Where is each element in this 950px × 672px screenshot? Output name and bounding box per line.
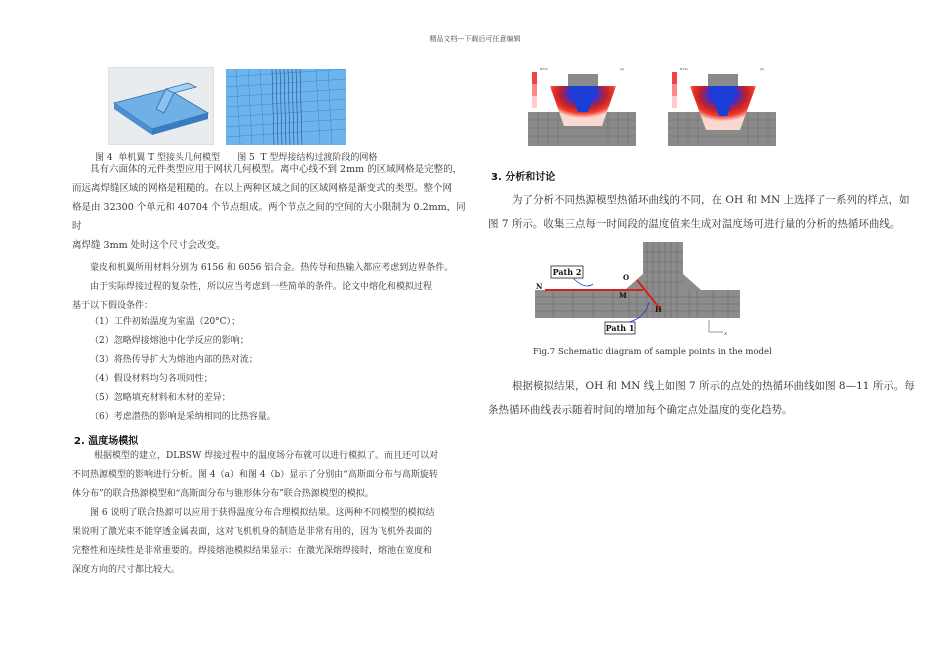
fig4-geometry-image xyxy=(108,67,214,145)
point-H-label: H xyxy=(655,305,662,314)
list-item: （3）将热传导扩大为熔池内部的热对流； xyxy=(90,355,258,365)
fig5-mesh-image xyxy=(226,69,346,145)
fig4-fig5-caption: 图 4 单机翼 T 型接头几何模型 图 5 T 型焊接结构过渡阶段的网格 xyxy=(95,153,378,163)
text-line: 为了分析不同热源模型热循环曲线的不同，在 OH 和 MN 上选择了一系列的样点，如 xyxy=(512,194,910,206)
fig6a-temperature-image xyxy=(528,64,636,146)
text-line: 果说明了激光束不能穿透金属表面，这对飞机机身的制造是非常有用的，因为飞机外表面的 xyxy=(72,527,433,537)
paragraph-results xyxy=(488,374,933,422)
text-line: 图 6 说明了联合热源可以应用于获得温度分布合理模拟结果。这两种不同模型的模拟结 xyxy=(90,508,435,518)
list-item: （1）工件初始温度为室温（20°C）； xyxy=(90,317,241,327)
svg-text:NT11: NT11 xyxy=(680,67,688,71)
paragraph-fig6 xyxy=(72,504,482,580)
text-line: 体分布”的联合热源模型和“高斯面分布与锥形体分布”联合热源模型的模拟。 xyxy=(72,489,374,499)
paragraph-mesh xyxy=(72,160,472,255)
paragraph-analysis xyxy=(488,188,933,236)
text-line: 图 7 所示。收集三点每一时间段的温度值来生成对温度场可进行量的分析的热循环曲线。 xyxy=(488,218,901,230)
paragraph-materials xyxy=(72,259,482,316)
svg-text:(b): (b) xyxy=(760,67,765,71)
fig7-caption: Fig.7 Schematic diagram of sample points in the model xyxy=(533,347,772,357)
x-axis-label: x xyxy=(724,331,727,337)
text-line: 离焊缝 3mm 处时这个尺寸会改变。 xyxy=(72,240,226,251)
text-line: 完整性和连续性是非常重要的。焊接熔池模拟结果显示：在激光深熔焊接时，熔池在宽度和 xyxy=(72,546,433,556)
text-line: 条热循环曲线表示随着时间的增加每个确定点处温度的变化趋势。 xyxy=(488,404,793,416)
text-line: 基于以下假设条件： xyxy=(72,301,154,311)
path1-label: Path 1 xyxy=(605,323,635,333)
text-line: 而远离焊缝区域的网格是粗糙的。在以上两种区域之间的区域网格是渐变式的类型。整个网 xyxy=(72,183,453,194)
text-line: 由于实际焊接过程的复杂性，所以应当考虑到一些简单的条件。论文中熔化和模拟过程 xyxy=(90,282,433,292)
list-item: （5）忽略填充材料和木材的差异； xyxy=(90,393,231,403)
point-M-label: M xyxy=(619,291,627,300)
text-line: 深度方向的尺寸都比较大。 xyxy=(72,565,181,575)
page-header: 精品文档---下载后可任意编辑 xyxy=(429,35,521,43)
point-N-label: N xyxy=(536,282,543,291)
text-line: 不同热源模型的影响进行分析。图 4（a）和图 4（b）显示了分别由“高斯面分布与高斯旋转 xyxy=(72,470,438,480)
list-item: （2）忽略焊接熔池中化学反应的影响； xyxy=(90,336,249,346)
text-line: 根据模拟结果，OH 和 MN 线上如图 7 所示的点处的热循环曲线如图 8—11 所示。每 xyxy=(512,380,915,392)
point-O-label: O xyxy=(623,273,630,282)
svg-text:NT11: NT11 xyxy=(540,67,548,71)
section-3-heading: 3. 分析和讨论 xyxy=(491,172,556,183)
section-2-heading: 2. 温度场模拟 xyxy=(74,436,139,447)
text-line: 根据模型的建立，DLBSW 焊接过程中的温度场分布就可以进行模拟了。而且还可以对 xyxy=(94,451,439,461)
text-line: 格是由 32300 个单元和 40704 个节点组成。两个节点之间的空间的大小限制为 0.2mm，同时 xyxy=(72,202,466,232)
assumption-list xyxy=(90,313,470,427)
list-item: （4）假设材料均匀各项同性； xyxy=(90,374,213,384)
fig7-schematic xyxy=(533,240,743,344)
text-line: 蒙皮和机翼所用材料分别为 6156 和 6056 铝合金。热传导和热输入都应考虑到边界条件。 xyxy=(90,263,454,273)
list-item: （6）考虑潜热的影响是采纳相同的比热容量。 xyxy=(90,412,276,422)
paragraph-temperature-sim xyxy=(72,447,482,504)
svg-text:(a): (a) xyxy=(620,67,625,71)
text-line: 具有六面体的元件类型应用于网状几何模型。离中心线不到 2mm 的区域网格是完整的， xyxy=(90,164,463,175)
path2-label: Path 2 xyxy=(552,267,582,277)
fig6b-temperature-image xyxy=(668,64,776,146)
